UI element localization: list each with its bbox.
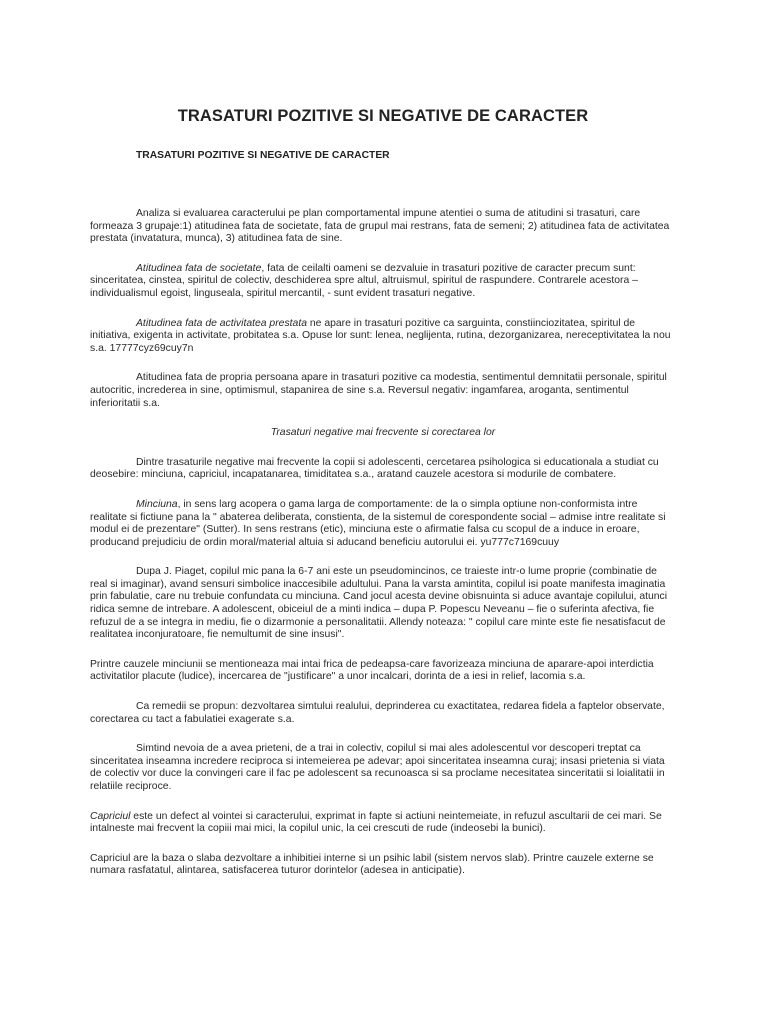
page-title: TRASATURI POZITIVE SI NEGATIVE DE CARACTER <box>177 107 589 125</box>
paragraph-caprice-causes: Capriciul are la baza o slaba dezvoltare a inhibitiei interne si un psihic labil (sistem nervos slab). Printre cauzele externe se numara rasfatatul, alintarea, satisfacerea tuturor dorintelor (adesea in anticipatie). <box>90 852 654 877</box>
paragraph-lie: Minciuna, in sens larg acopera o gama larga de comportamente: de la o simpla optiune non-conformista intre realitate si fictiune pana la " abaterea deliberata, constienta, de la sistemul de corespondente social – admise intre realitate si modul ei de prezentare" (Sutter). In sens restrans (etic), minciuna este o afirmatie falsa cu scopul de a induce in eroare, producand prejudiciu de ordin moral/material altuia si aducand beneficiu autorului ei. yu777c7169cuuy <box>90 498 666 548</box>
paragraph-activity: Atitudinea fata de activitatea prestata ne apare in trasaturi pozitive ca sarguinta, constiinciozitatea, spiritul de initiativa, exigenta in activitate, probitatea s.a. Opuse lor sunt: lenea, neglijenta, rutina, dezorganizarea, nereceptivitatea la nou s.a. 17777cyz69cuy7n <box>90 317 671 354</box>
paragraph-caprice: Capriciul este un defect al vointei si caracterului, exprimat in fapte si actiuni neintemeiate, in refuzul ascultarii de cei mari. Se intalneste mai frecvent la copiii mai mici, la copilul unic, la cei crescuti de rude (indeosebi la bunici). <box>90 810 662 835</box>
paragraph-piaget: Dupa J. Piaget, copilul mic pana la 6-7 ani este un pseudomincinos, ce traieste intr-o lume proprie (combinatie de real si imaginar), avand sensuri simbolice inaccesibile adultului. Pana la varsta amintita, copilul isi poate manifesta imaginatia prin fabulatie, care nu trebuie confundata cu minciuna. Cand jocul acesta devine obisnuinta si aduce avantaje copilului, atunci ridica semne de intrebare. A adolescent, obiceiul de a minti indica – dupa P. Popescu Neveanu – fie o suferinta afectiva, fie refuzul de a se integra in mediu, fie o dizarmonie a personalitatii. Allendy noteaza: " copilul care minte este fie nesatisfacut de realitatea inconjuratoare, fie nemultumit de sine insusi". <box>90 566 668 641</box>
paragraph-negative-traits: Dintre trasaturile negative mai frecvente la copii si adolescenti, cercetarea psihologica si educationala a studiat cu deosebire: minciuna, capriciul, incapatanarea, timiditatea s.a., aratand cauzele acestora si modurile de combatere. <box>90 456 659 481</box>
paragraph-intro: Analiza si evaluarea caracterului pe plan comportamental impune atentiei o suma de atitudini si trasaturi, care formeaza 3 grupaje:1) atitudinea fata de societate, fata de grupul mai restrans, fata de semeni; 2) atitudinea fata de activitatea prestata (invatatura, munca), 3) atitudinea fata de sine. <box>90 208 670 245</box>
paragraph-lie-causes: Printre cauzele minciunii se mentioneaza mai intai frica de pedeapsa-care favorizeaza minciuna de aparare-apoi interdictia activitatilor placute (ludice), incercarea de "justificare" a unor incalcari, dorinta de a iesi in relief, lacomia s.a. <box>90 658 654 683</box>
section-subtitle: TRASATURI POZITIVE SI NEGATIVE DE CARACTER <box>136 150 390 161</box>
paragraph-self: Atitudinea fata de propria persoana apare in trasaturi pozitive ca modestia, sentimentul demnitatii personale, spiritul autocritic, increderea in sine, optimismul, stapanirea de sine s.a. Reversul negativ: ingamfarea, aroganta, sentimentul inferioritatii s.a. <box>90 372 667 409</box>
section-heading-negative-traits: Trasaturi negative mai frecvente si corectarea lor <box>270 427 496 439</box>
document-body <box>90 208 676 878</box>
paragraph-lead: Capriciul <box>90 810 131 822</box>
paragraph-remedies: Ca remedii se propun: dezvoltarea simtului realului, deprinderea cu exactitatea, redarea fidela a faptelor observate, corectarea cu tact a fabulatiei exagerate s.a. <box>90 701 665 725</box>
paragraph-lead: Atitudinea fata de societate <box>136 262 262 274</box>
paragraph-sincerity: Simtind nevoia de a avea prieteni, de a trai in colectiv, copilul si mai ales adolescentul vor descoperi treptat ca sinceritatea inseamna incredere reciproca si intemeierea pe adevar; apoi sinceritatea inseamna curaj; insasi prietenia si viata de colectiv vor duce la convingeri care il fac pe adolescent sa recunoasca si sa proclame necesitatea sinceritatii si loialitatii in relatiile reciproce. <box>90 743 665 792</box>
paragraph-lead: Minciuna <box>136 498 178 510</box>
paragraph-society: Atitudinea fata de societate, fata de ceilalti oameni se dezvaluie in trasaturi pozitive de caracter precum sunt: sinceritatea, cinstea, spiritul de colectiv, deschiderea spre altul, altruismul, spiritul de raspundere. Contrarele acestora – individualismul egoist, linguseala, spiritul mercantil, - sunt evident trasaturi negative. <box>90 262 638 299</box>
paragraph-lead: Atitudinea fata de activitatea prestata <box>136 317 307 329</box>
